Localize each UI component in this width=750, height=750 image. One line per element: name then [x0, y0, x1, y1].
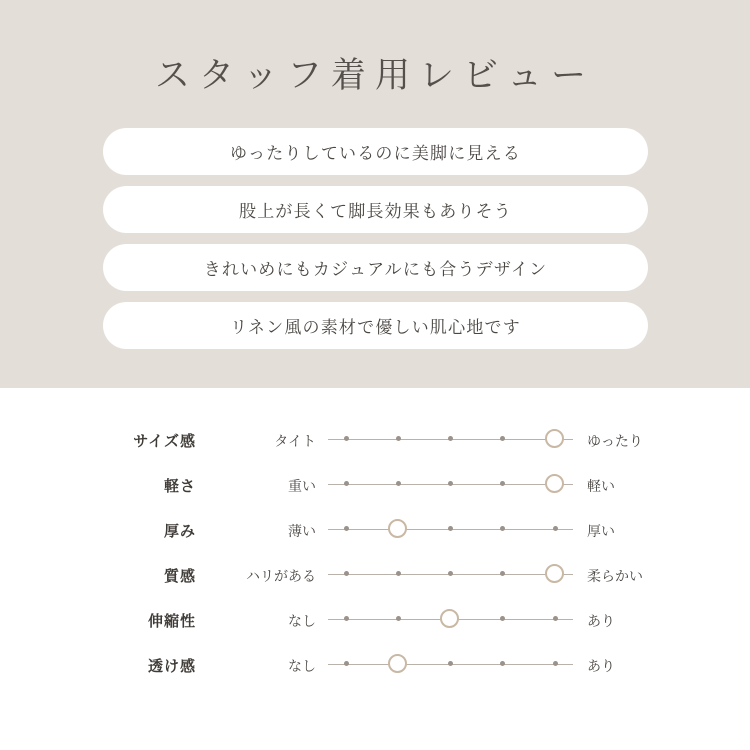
- page-title: スタッフ着用レビュー: [154, 56, 595, 95]
- spec-scale-min-label: なし: [288, 657, 316, 674]
- scale-dot: [553, 526, 558, 531]
- spec-scale-max-label: ゆったり: [587, 432, 643, 449]
- scale-dot: [448, 571, 453, 576]
- table-row: [0, 643, 750, 688]
- spec-scale: [328, 463, 575, 508]
- scale-dot: [448, 661, 453, 666]
- scale-dot: [396, 616, 401, 621]
- list-item: きれいめにもカジュアルにも合うデザイン: [103, 244, 648, 291]
- scale-dot: [448, 526, 453, 531]
- spec-row-label: 質感: [163, 568, 196, 585]
- table-row: [0, 418, 750, 463]
- spec-scale-max-label: 厚い: [587, 522, 615, 539]
- scale-dot: [344, 436, 349, 441]
- scale-dot: [553, 661, 558, 666]
- spec-scale: [328, 508, 575, 553]
- spec-row-label: 軽さ: [163, 478, 196, 495]
- spec-row-label: サイズ感: [133, 433, 196, 450]
- spec-scale-min-label: なし: [288, 612, 316, 629]
- scale-dot: [448, 436, 453, 441]
- list-item: 股上が長くて脚長効果もありそう: [103, 186, 648, 233]
- scale-dot: [500, 661, 505, 666]
- spec-scale-max-label: あり: [587, 612, 615, 629]
- scale-dot: [448, 481, 453, 486]
- spec-row-label: 厚み: [163, 523, 196, 540]
- spec-scale: [328, 643, 575, 688]
- scale-dot: [344, 571, 349, 576]
- scale-dot: [396, 571, 401, 576]
- spec-scale-max-label: 柔らかい: [587, 567, 643, 584]
- list-item: ゆったりしているのに美脚に見える: [103, 128, 648, 175]
- scale-marker: [545, 564, 564, 583]
- spec-row-label: 伸縮性: [147, 613, 196, 630]
- table-row: [0, 463, 750, 508]
- spec-scale-min-label: タイト: [274, 432, 316, 449]
- scale-dot: [344, 481, 349, 486]
- table-row: [0, 598, 750, 643]
- spec-scale-max-label: あり: [587, 657, 615, 674]
- scale-dot: [500, 526, 505, 531]
- scale-marker: [545, 429, 564, 448]
- scale-marker: [388, 519, 407, 538]
- scale-dot: [500, 616, 505, 621]
- list-item: リネン風の素材で優しい肌心地です: [103, 302, 648, 349]
- spec-scale-min-label: ハリがある: [246, 567, 316, 584]
- table-row: [0, 553, 750, 598]
- scale-dot: [344, 526, 349, 531]
- scale-dot: [500, 481, 505, 486]
- scale-dot: [344, 661, 349, 666]
- scale-dot: [553, 616, 558, 621]
- spec-scale: [328, 598, 575, 643]
- spec-scale-max-label: 軽い: [587, 477, 615, 494]
- spec-scale: [328, 418, 575, 463]
- spec-table: [0, 418, 750, 688]
- scale-dot: [500, 436, 505, 441]
- scale-dot: [500, 571, 505, 576]
- scale-marker: [388, 654, 407, 673]
- scale-dot: [344, 616, 349, 621]
- scale-dot: [396, 436, 401, 441]
- scale-marker: [545, 474, 564, 493]
- spec-scale-min-label: 薄い: [288, 522, 316, 539]
- spec-panel: [0, 388, 750, 750]
- spec-scale: [328, 553, 575, 598]
- scale-marker: [440, 609, 459, 628]
- table-row: [0, 508, 750, 553]
- review-pill-list: [103, 128, 648, 360]
- spec-scale-min-label: 重い: [288, 477, 316, 494]
- scale-dot: [396, 481, 401, 486]
- spec-row-label: 透け感: [147, 658, 196, 675]
